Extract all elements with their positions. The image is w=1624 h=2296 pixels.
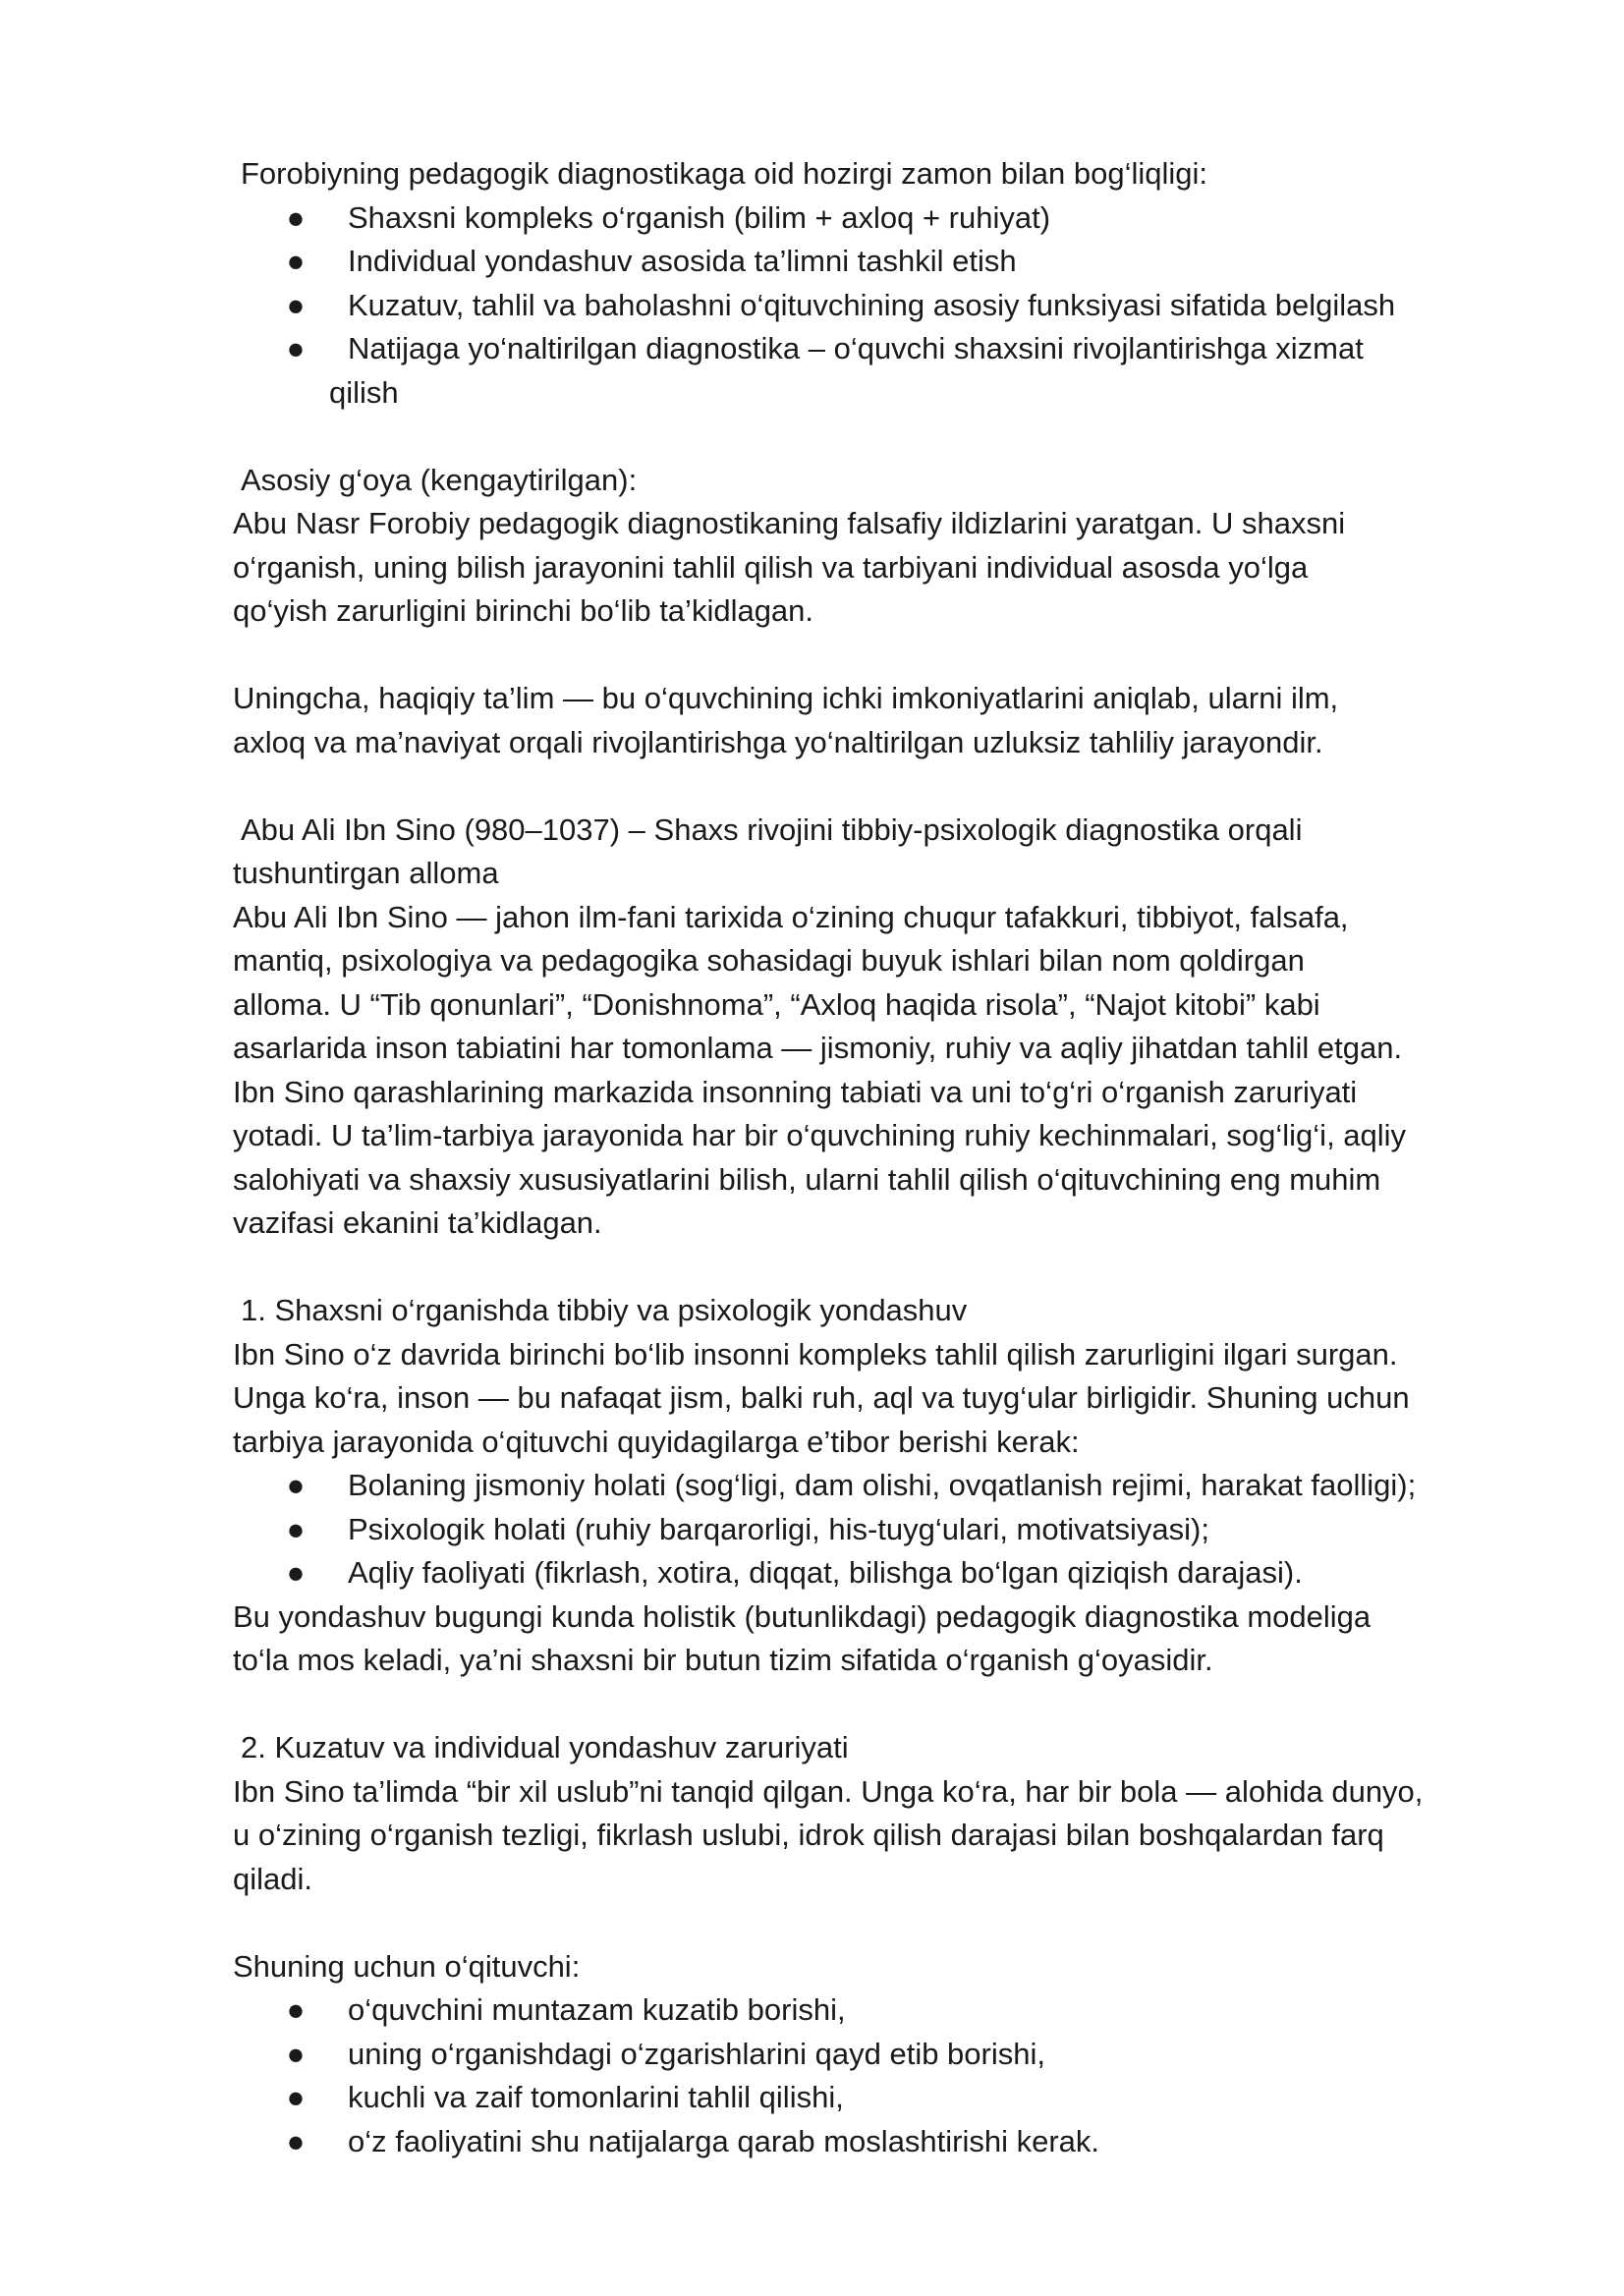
bullet-icon: ● (286, 1468, 306, 1502)
paragraph-line: u o‘zining o‘rganish tezligi, fikrlash uslubi, idrok qilish darajasi bilan boshqalardan farq (233, 1818, 1384, 1852)
bullet-icon: ● (286, 2036, 306, 2071)
paragraph-line: o‘rganish, uning bilish jarayonini tahlil qilish va tarbiyani individual asosda yo‘lga (233, 549, 1309, 585)
list-item: ● o‘quvchini muntazam kuzatib borishi, (233, 1988, 1540, 2033)
list-item: ● Psixologik holati (ruhiy barqarorligi, his-tuyg‘ulari, motivatsiyasi); (233, 1508, 1540, 1552)
list-item: ● kuchli va zaif tomonlarini tahlil qilishi, (233, 2076, 1540, 2120)
paragraph-line: asarlarida inson tabiatini har tomonlama — jismoniy, ruhiy va aqliy jihatdan tahlil etgan. (233, 1031, 1403, 1065)
paragraph-line: yotadi. U ta’lim-tarbiya jarayonida har bir o‘quvchining ruhiy kechinmalari, sog‘lig‘i, aqliy (233, 1118, 1407, 1152)
paragraph-line: axloq va ma’naviyat orqali rivojlantirishga yo‘naltirilgan uzluksiz tahliliy jarayondir. (233, 724, 1323, 759)
section-heading-cont: tushuntirgan alloma (233, 856, 499, 890)
paragraph-line: Ibn Sino ta’limda “bir xil uslub”ni tanqid qilgan. Unga ko‘ra, har bir bola — alohida dunyo, (233, 1773, 1424, 1809)
list-item: ● Kuzatuv, tahlil va baholashni o‘qituvchining asosiy funksiyasi sifatida belgilash (233, 284, 1540, 328)
paragraph-line: Shuning uchun o‘qituvchi: (233, 1948, 581, 1984)
paragraph-line: alloma. U “Tib qonunlari”, “Donishnoma”, “Axloq haqida risola”, “Najot kitobi” kabi (233, 986, 1320, 1022)
paragraph-line: to‘la mos keladi, ya’ni shaxsni bir butun tizim sifatida o‘rganish g‘oyasidir. (233, 1643, 1213, 1677)
paragraph-line: tarbiya jarayonida o‘qituvchi quyidagilarga e’tibor berishi kerak: (233, 1424, 1080, 1459)
paragraph-line: salohiyati va shaxsiy xususiyatlarini bilish, ularni tahlil qilish o‘qituvchining eng muhim (233, 1161, 1381, 1197)
bullet-icon: ● (286, 1511, 306, 1546)
paragraph-line: Unga ko‘ra, inson — bu nafaqat jism, balki ruh, aql va tuyg‘ular birligidir. Shuning uchun (233, 1380, 1410, 1415)
bullet-icon: ● (286, 2123, 306, 2158)
list-item: ● uning o‘rganishdagi o‘zgarishlarini qayd etib borishi, (233, 2033, 1540, 2077)
paragraph-line: Uningcha, haqiqiy ta’lim — bu o‘quvchining ichki imkoniyatlarini aniqlab, ularni ilm, (233, 681, 1339, 715)
bullet-icon: ● (286, 244, 306, 278)
document-body (233, 152, 1540, 2163)
paragraph-line: vazifasi ekanini ta’kidlagan. (233, 1205, 602, 1240)
section-heading: Abu Ali Ibn Sino (980–1037) – Shaxs rivojini tibbiy-psixologik diagnostika orqali (241, 812, 1303, 847)
bullet-list (233, 196, 1540, 416)
paragraph-line: Abu Nasr Forobiy pedagogik diagnostikaning falsafiy ildizlarini yaratgan. U shaxsni (233, 506, 1346, 540)
paragraph-line: Abu Ali Ibn Sino — jahon ilm-fani tarixida o‘zining chuqur tafakkuri, tibbiyot, falsafa, (233, 899, 1349, 934)
section-heading: 2. Kuzatuv va individual yondashuv zaruriyati (241, 1730, 849, 1764)
bullet-icon: ● (286, 2080, 306, 2114)
section-heading: Forobiyning pedagogik diagnostikaga oid hozirgi zamon bilan bog‘liqligi: (241, 156, 1208, 191)
list-item: ● Individual yondashuv asosida ta’limni tashkil etish (233, 240, 1540, 284)
list-item: ● Natijaga yo‘naltirilgan diagnostika – o‘quvchi shaxsini rivojlantirishga xizmat qilish (233, 327, 1540, 415)
bullet-icon: ● (286, 287, 306, 322)
bullet-icon: ● (286, 1992, 306, 2027)
bullet-list (233, 1988, 1540, 2163)
bullet-list (233, 1464, 1540, 1596)
bullet-icon: ● (286, 199, 306, 235)
list-item: ● Shaxsni kompleks o‘rganish (bilim + axloq + ruhiyat) (233, 196, 1540, 241)
paragraph-line: Bu yondashuv bugungi kunda holistik (butunlikdagi) pedagogik diagnostika modeliga (233, 1598, 1372, 1634)
section-heading: Asosiy g‘oya (kengaytirilgan): (241, 462, 638, 497)
list-item: ● Aqliy faoliyati (fikrlash, xotira, diqqat, bilishga bo‘lgan qiziqish darajasi). (233, 1551, 1540, 1596)
list-item: ● Bolaning jismoniy holati (sog‘ligi, dam olishi, ovqatlanish rejimi, harakat faolligi); (233, 1464, 1540, 1508)
paragraph-line: qiladi. (233, 1861, 312, 1896)
paragraph-line: qo‘yish zarurligini birinchi bo‘lib ta’kidlagan. (233, 593, 814, 628)
bullet-icon: ● (286, 331, 306, 365)
bullet-icon: ● (286, 1555, 306, 1590)
list-item: ● o‘z faoliyatini shu natijalarga qarab moslashtirishi kerak. (233, 2120, 1540, 2164)
paragraph-line: Ibn Sino qarashlarining markazida insonning tabiati va uni to‘g‘ri o‘rganish zaruriyati (233, 1074, 1358, 1109)
paragraph-line: Ibn Sino o‘z davrida birinchi bo‘lib insonni kompleks tahlil qilish zarurligini ilgari surgan. (233, 1336, 1398, 1372)
section-heading: 1. Shaxsni o‘rganishda tibbiy va psixologik yondashuv (241, 1293, 968, 1327)
paragraph-line: mantiq, psixologiya va pedagogika sohasidagi buyuk ishlari bilan nom qoldirgan (233, 943, 1305, 978)
